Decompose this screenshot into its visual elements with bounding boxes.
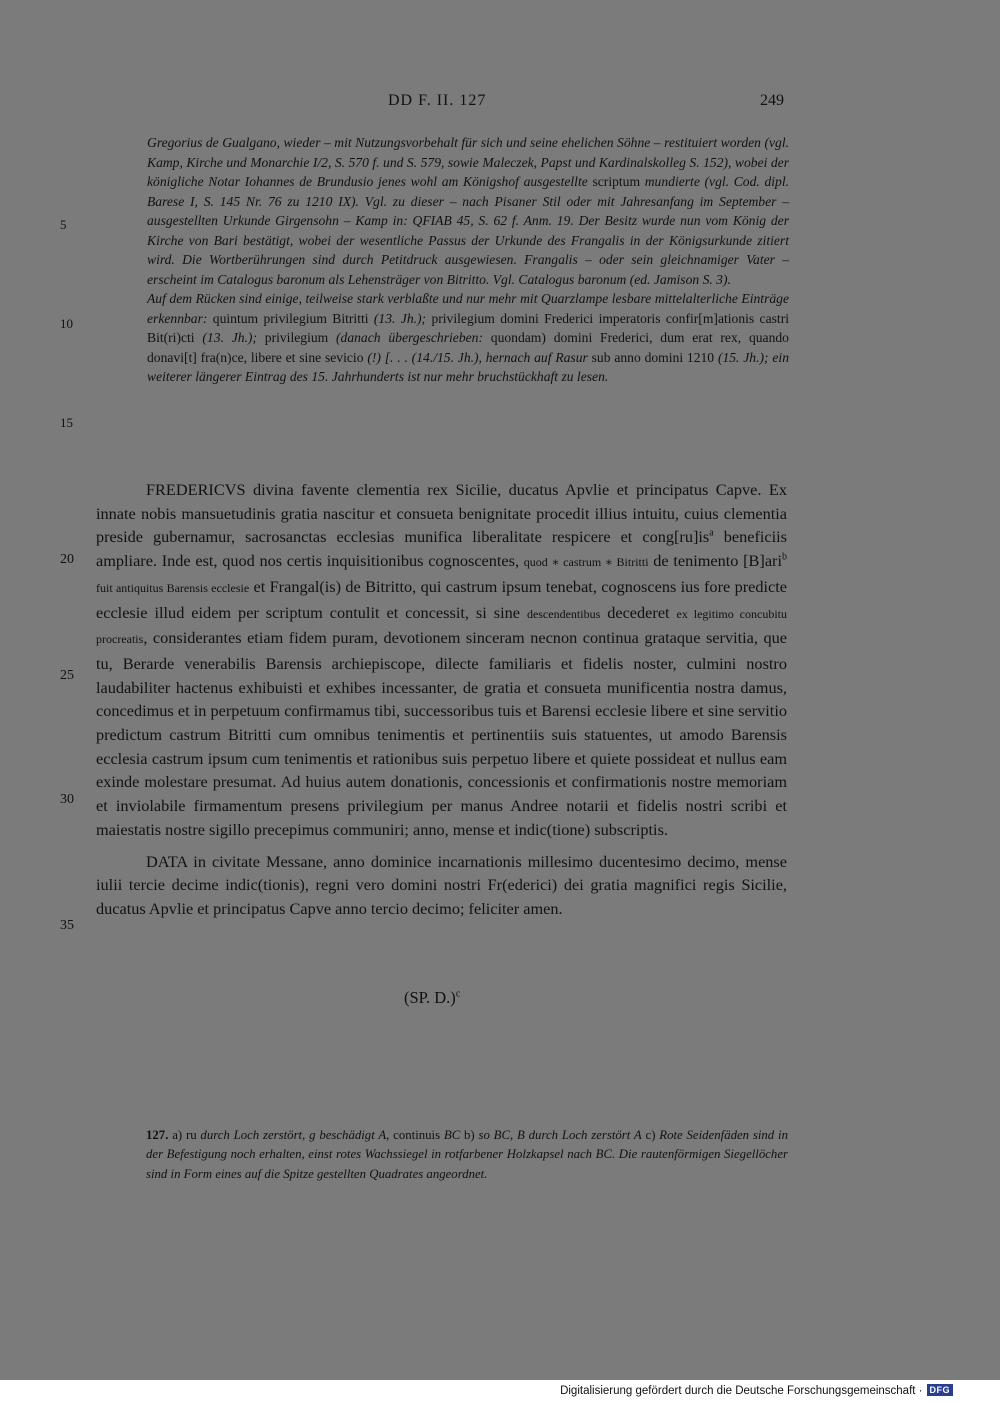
charter-paragraph-dating: DATA in civitate Messane, anno dominice incarnationis millesimo ducentesimo decimo, mense iulii tercie decime indic(tionis), regni vero domini nostri Fr(ederici) dei gratia magnifici regis Sicilie, ducatus Apvlie et principatus Capve anno tercio decimo; feliciter amen. <box>96 851 787 918</box>
document-number: 127. <box>146 1128 169 1142</box>
note-mark: a <box>709 527 714 539</box>
line-number: 5 <box>60 217 67 232</box>
line-number: 10 <box>60 316 73 331</box>
line-number: 15 <box>60 415 73 430</box>
line-number: 30 <box>60 792 74 807</box>
intro-paragraph-2: Auf dem Rücken sind einige, teilweise stark verblaßte und nur mehr mit Quarzlampe lesbare mittelalterliche Einträge erkennbar: quintum privilegium Bitritti (13. Jh.); privilegium domini Frederici imperatoris confir[m]ationis castri Bit(ri)cti (13. Jh.); privilegium (danach übergeschrieben: quondam) domini Frederici, dum erat rex, quando donavi[t] fra(n)ce, libere et sine sevicio (!) [. . . (14./15. Jh.), hernach auf Rasur sub anno domini 1210 (15. Jh.); ein weiterer längerer Eintrag des 15. Jahrhunderts ist nur mehr bruchstückhaft zu lesen. <box>147 291 789 384</box>
note-mark: c <box>455 988 461 1000</box>
dfg-logo: DFG <box>927 1384 954 1396</box>
funding-footer: Digitalisierung gefördert durch die Deutsche Forschungsgemeinschaft · DFG <box>560 1384 953 1397</box>
charter-text <box>96 478 787 921</box>
textual-notes: 127. a) ru durch Loch zerstört, g beschädigt A, continuis BC b) so BC, B durch Loch zerstört A c) Rote Seidenfäden sind in der Befestigung noch erhalten, einst rotes Wachssiegel in rotfarbener Holzkapsel nach BC. Die rautenförmigen Siegellöcher sind in Form eines auf die Spitze gestellten Quadrates angeordnet. <box>146 1128 788 1181</box>
intro-paragraph-1: Gregorius de Gualgano, wieder – mit Nutzungsvorbehalt für sich und seine ehelichen Söhne – restituiert worden (vgl. Kamp, Kirche und Monarchie I/2, S. 570 f. und S. 579, sowie Maleczek, Papst und Kardinalskolleg S. 152), wobei der königliche Notar Iohannes de Brundusio jenes wohl am Königshof ausgestellte scriptum mundierte (vgl. Cod. dipl. Barese I, S. 145 Nr. 76 zu 1210 IX). Vgl. zu dieser – nach Pisaner Stil oder mit Jahresanfang im September – ausgestellten Urkunde Girgensohn – Kamp in: QFIAB 45, S. 62 f. Anm. 19. Der Besitz wurde nun vom König der Kirche von Bari bestätigt, wobei der wesentliche Passus der Urkunde des Frangalis in der Königsurkunde zitiert wird. Die Wortberührungen sind durch Petitdruck ausgewiesen. Frangalis – oder sein gleichnamiger Vater – erscheint im Catalogus baronum als Lehensträger von Bitritto. Vgl. Catalogus baronum (ed. Jamison S. 3). <box>147 135 790 287</box>
line-number: 25 <box>60 668 74 683</box>
signum: (SP. D.)$^c$ <box>404 988 461 1007</box>
charter-paragraph-1: FREDERICVS divina favente clementia rex Sicilie, ducatus Apvlie et principatus Capve. Ex innate nobis mansuetudinis gratia nascitur et consueta benignitate procedit illius intuitu, cuius clementia preside gubernamur, sacrosanctas ecclesias munifica liberalitate respicere et $cong[ru]is^a$ beneficiis ampliare. Inde est, quod nos certis inquisitionibus cognoscentes, quod ∗ castrum ∗ Bitritti de tenimento [B]ari$^b$ fuit antiquitus Barensis ecclesie et Frangal(is) de Bitritto, qui castrum ipsum tenebat, cognoscens ius fore predicte ecclesie illud eidem per scriptum contulit et concessit, si sine descendentibus decederet ex legitimo concubitu procreatis, considerantes etiam fidem puram, devotionem sinceram necnon continua grataque servitia, que tu, Berarde venerabilis Barensis archiepiscope, dilecte familiaris et fidelis noster, culmini nostro laudabiliter hactenus exhibuisti et exhibes incessanter, de gratia et consueta munificentia nostra damus, concedimus et in perpetuum confirmamus tibi, successoribus tuis et Barensi ecclesie libere et sine servitio predictum castrum Bitritti cum omnibus tenimentis et pertinentiis suis statuentes, ut amodo Barensis ecclesia castrum ipsum cum tenimentis et rationibus suis perpetuo libere et quiete possideat et nullus eam exinde molestare presumat. Ad huius autem donationis, concessionis et confirmationis nostre memoriam et inviolabile firmamentum presens privilegium per manus Andree notarii et fidelis nostri scribi et maiestatis nostre sigillo precepimus communiri; anno, mense et indic(tione) subscriptis. <box>96 480 788 839</box>
preliminary-remarks <box>147 133 789 387</box>
note-mark: b <box>782 551 787 563</box>
page-number: 249 <box>760 92 784 109</box>
running-header: DD F. II. 127 <box>388 92 487 109</box>
line-number: 20 <box>60 552 74 567</box>
line-number: 35 <box>60 918 74 933</box>
